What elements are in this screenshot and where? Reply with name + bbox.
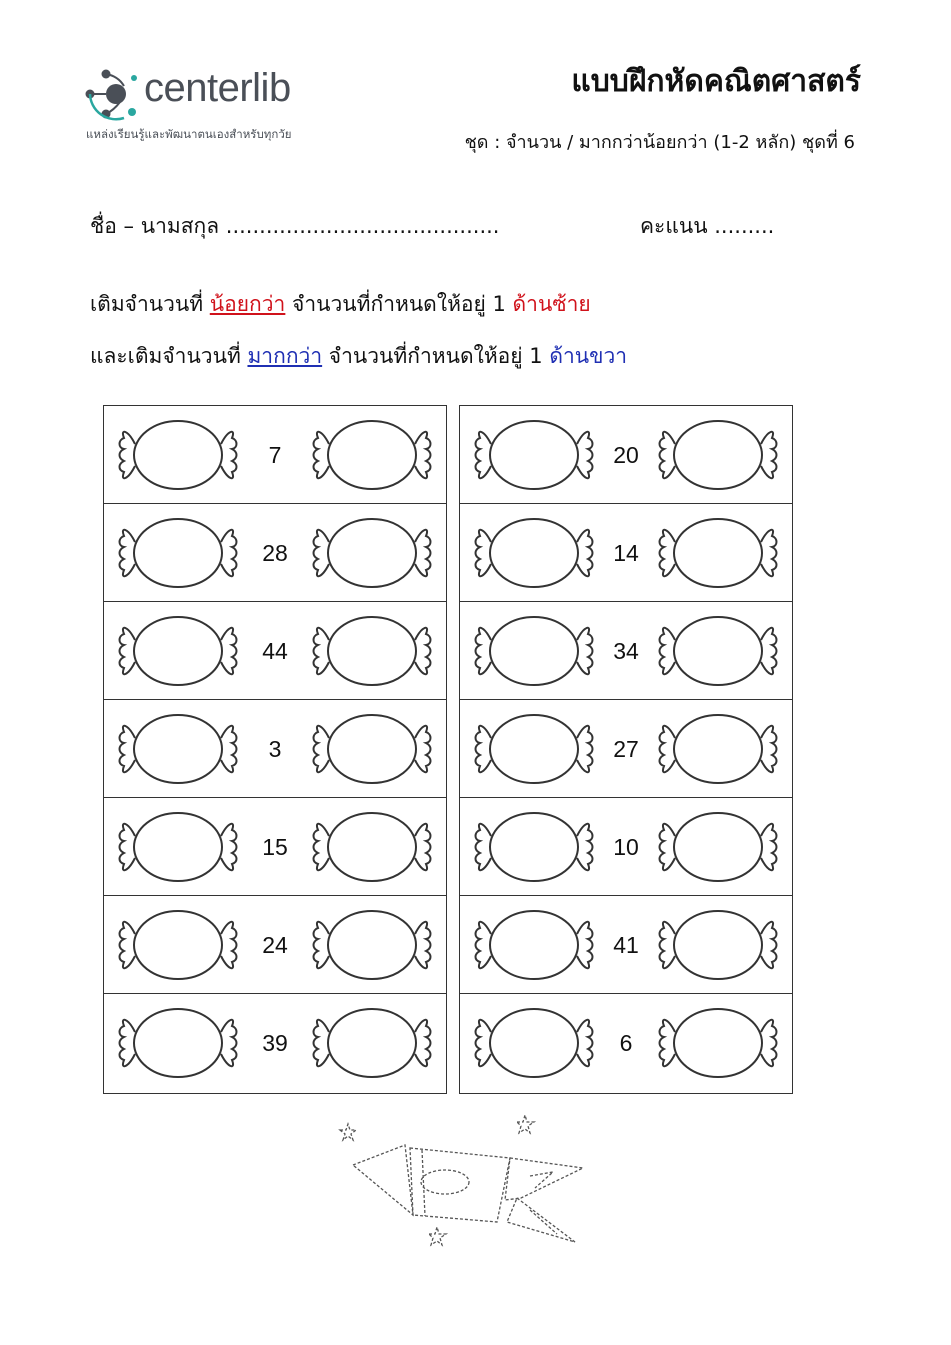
score-field: คะแนน ......... bbox=[640, 214, 775, 238]
given-number: 39 bbox=[262, 1030, 288, 1056]
exercise-row bbox=[104, 700, 446, 798]
given-number: 41 bbox=[613, 932, 639, 958]
candy-answer-box-icon[interactable] bbox=[474, 416, 594, 494]
instruction-less-prefix: เติมจำนวนที่ bbox=[90, 292, 210, 316]
instruction-more-middle: จำนวนที่กำหนดให้อยู่ 1 bbox=[322, 344, 550, 368]
page-subtitle: ชุด : จำนวน / มากกว่าน้อยกว่า (1-2 หลัก) ชุดที่ 6 bbox=[464, 132, 855, 153]
candy-answer-box-icon[interactable] bbox=[474, 1004, 594, 1082]
exercise-row bbox=[460, 602, 792, 700]
less-keyword: น้อยกว่า bbox=[209, 292, 286, 316]
exercise-row bbox=[104, 406, 446, 504]
rocket-tracing-icon bbox=[325, 1110, 590, 1260]
exercise-row bbox=[460, 504, 792, 602]
exercise-row bbox=[104, 798, 446, 896]
given-number: 24 bbox=[262, 932, 288, 958]
given-number: 28 bbox=[262, 540, 288, 566]
candy-answer-box-icon[interactable] bbox=[474, 808, 594, 886]
page-title: แบบฝึกหัดคณิตศาสตร์ bbox=[571, 64, 861, 99]
candy-answer-box-icon[interactable] bbox=[312, 808, 432, 886]
exercise-row bbox=[104, 994, 446, 1093]
name-field: ชื่อ – นามสกุล ......................................... bbox=[90, 214, 500, 238]
candy-answer-box-icon[interactable] bbox=[658, 416, 778, 494]
candy-answer-box-icon[interactable] bbox=[312, 710, 432, 788]
given-number: 6 bbox=[619, 1030, 633, 1056]
instruction-more-prefix: และเติมจำนวนที่ bbox=[90, 344, 248, 368]
candy-answer-box-icon[interactable] bbox=[658, 808, 778, 886]
candy-answer-box-icon[interactable] bbox=[474, 906, 594, 984]
exercise-row bbox=[460, 406, 792, 504]
given-number: 34 bbox=[613, 638, 639, 664]
candy-answer-box-icon[interactable] bbox=[118, 808, 238, 886]
candy-answer-box-icon[interactable] bbox=[658, 710, 778, 788]
left-side-keyword: ด้านซ้าย bbox=[512, 292, 591, 316]
logo-molecule-icon bbox=[84, 64, 142, 122]
instruction-less bbox=[90, 288, 591, 321]
exercise-row bbox=[104, 896, 446, 994]
exercise-row bbox=[460, 994, 792, 1093]
candy-answer-box-icon[interactable] bbox=[118, 416, 238, 494]
candy-answer-box-icon[interactable] bbox=[658, 906, 778, 984]
candy-answer-box-icon[interactable] bbox=[474, 612, 594, 690]
candy-answer-box-icon[interactable] bbox=[312, 906, 432, 984]
given-number: 15 bbox=[262, 834, 288, 860]
exercise-row bbox=[104, 504, 446, 602]
candy-answer-box-icon[interactable] bbox=[118, 612, 238, 690]
candy-answer-box-icon[interactable] bbox=[118, 710, 238, 788]
given-number: 27 bbox=[613, 736, 639, 762]
candy-answer-box-icon[interactable] bbox=[474, 514, 594, 592]
exercise-row bbox=[460, 700, 792, 798]
candy-answer-box-icon[interactable] bbox=[312, 514, 432, 592]
given-number: 10 bbox=[613, 834, 639, 860]
given-number: 3 bbox=[268, 736, 282, 762]
instruction-more bbox=[90, 340, 627, 373]
candy-answer-box-icon[interactable] bbox=[312, 416, 432, 494]
exercise-row bbox=[460, 896, 792, 994]
candy-answer-box-icon[interactable] bbox=[474, 710, 594, 788]
candy-answer-box-icon[interactable] bbox=[658, 1004, 778, 1082]
more-keyword: มากกว่า bbox=[247, 344, 323, 368]
given-number: 14 bbox=[613, 540, 639, 566]
left-exercise-column bbox=[103, 405, 447, 1094]
exercise-row bbox=[460, 798, 792, 896]
candy-answer-box-icon[interactable] bbox=[118, 906, 238, 984]
right-exercise-column bbox=[459, 405, 793, 1094]
candy-answer-box-icon[interactable] bbox=[312, 612, 432, 690]
exercise-row bbox=[104, 602, 446, 700]
right-side-keyword: ด้านขวา bbox=[549, 344, 628, 368]
centerlib-logo bbox=[84, 64, 344, 144]
candy-answer-box-icon[interactable] bbox=[118, 1004, 238, 1082]
instruction-less-middle: จำนวนที่กำหนดให้อยู่ 1 bbox=[285, 292, 513, 316]
candy-answer-box-icon[interactable] bbox=[118, 514, 238, 592]
given-number: 20 bbox=[613, 442, 639, 468]
candy-answer-box-icon[interactable] bbox=[658, 514, 778, 592]
given-number: 7 bbox=[268, 442, 282, 468]
candy-answer-box-icon[interactable] bbox=[312, 1004, 432, 1082]
given-number: 44 bbox=[262, 638, 288, 664]
logo-tagline: แหล่งเรียนรู้และพัฒนาตนเองสำหรับทุกวัย bbox=[86, 127, 292, 141]
logo-wordmark: centerlib bbox=[144, 66, 291, 110]
candy-answer-box-icon[interactable] bbox=[658, 612, 778, 690]
